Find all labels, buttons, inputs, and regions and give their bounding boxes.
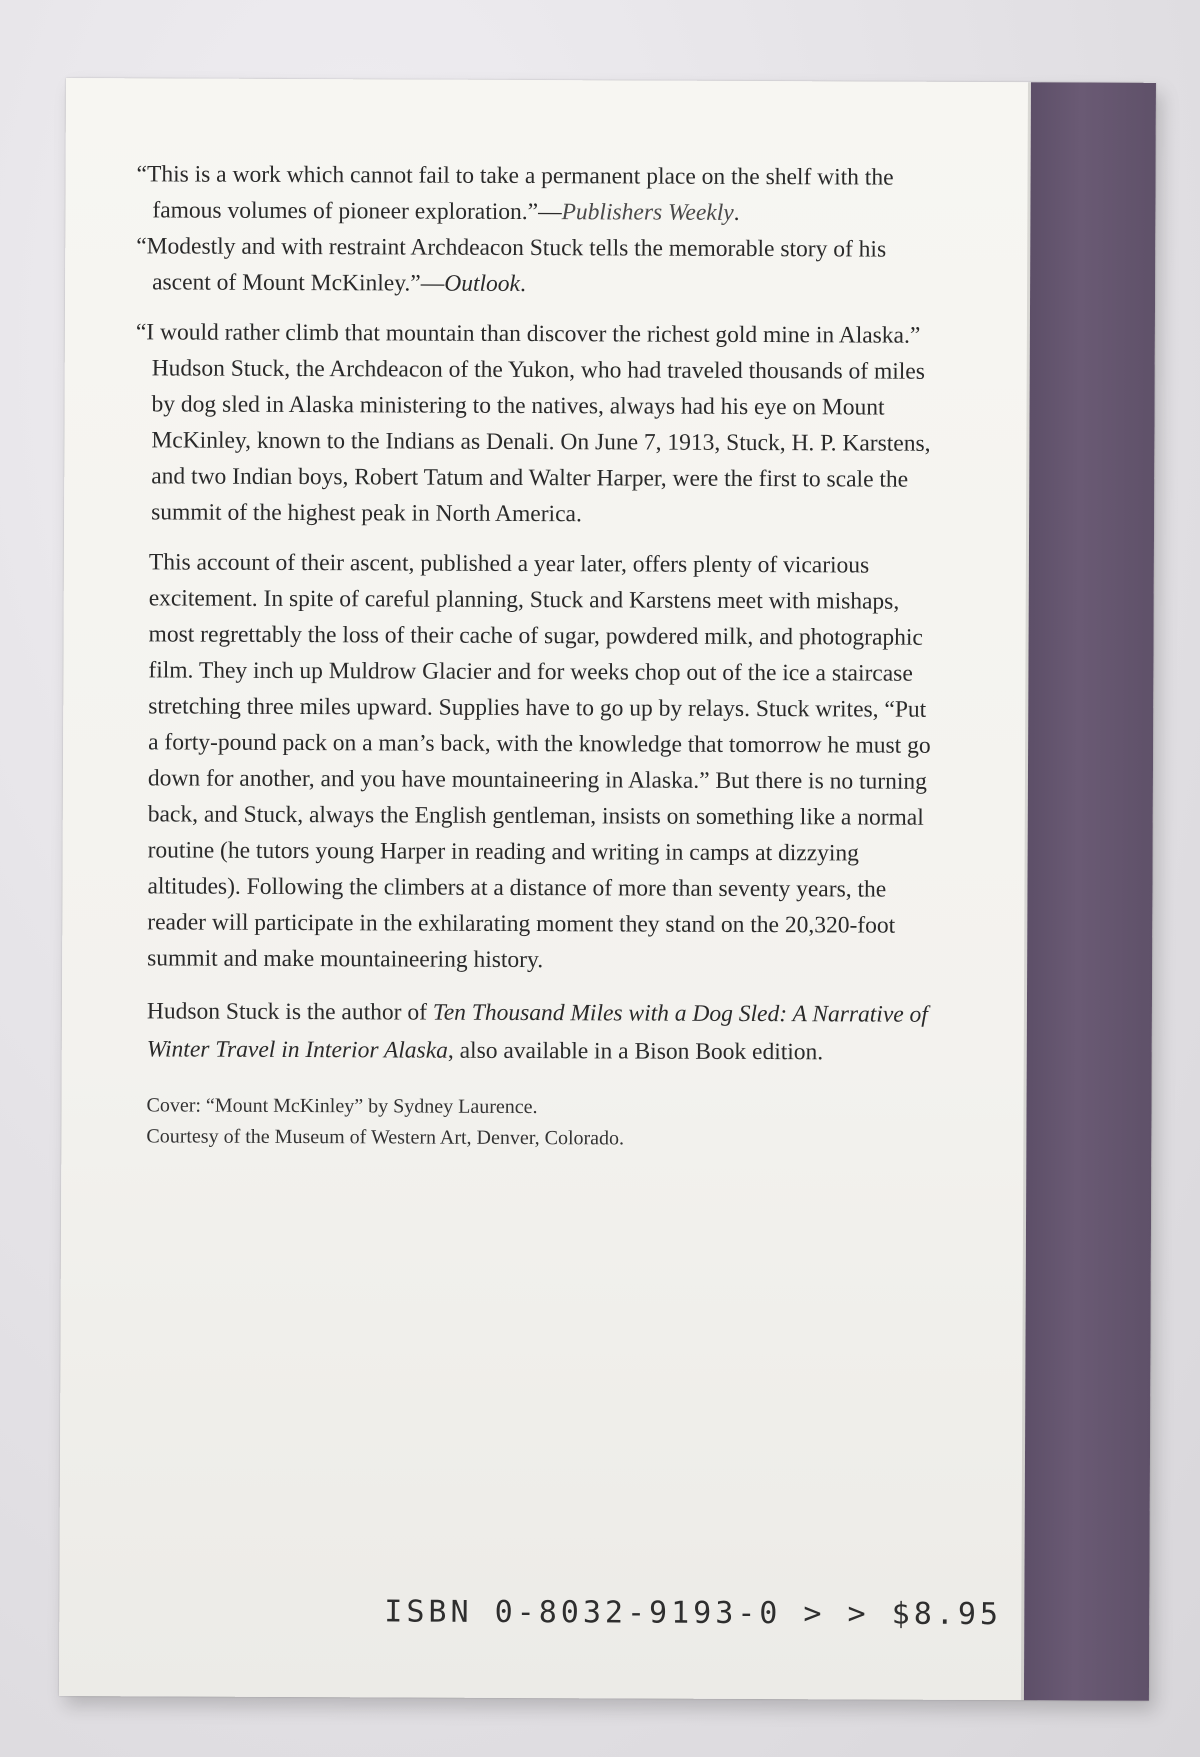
review-quote <box>136 156 940 232</box>
book-title: Ten Thousand Miles with a Dog Sled: A Narrative of Winter Travel in Interior Alaska <box>146 999 928 1064</box>
credit-line: Courtesy of the Museum of Western Art, Denver, Colorado. <box>146 1125 625 1150</box>
description-paragraph: This account of their ascent, published a year later, offers plenty of vicarious excitement. In spite of careful planning, Stuck and Karstens meet with mishaps, most regrettably the loss of their cache of sugar, powdered milk, and photographic film. They inch up Muldrow Glacier and for weeks chop out of the ice a staircase stretching three miles upward. Supplies have to go up by relays. Stuck writes, “Put a forty-pound pack on a man’s back, with the knowledge that tomorrow he must go down for another, and you have mountaineering in Alaska.” But there is no turning back, and Stuck, always the English gentleman, insists on something like a normal routine (he tutors young Harper in reading and writing in camps at dizzying altitudes). Following the climbers at a distance of more than seventy years, the reader will participate in the exhilarating moment they stand on the 20,320-foot summit and make mountaineering history. <box>147 549 931 974</box>
isbn-price-line: ISBN 0-8032-9193-0 > > $8.95 <box>384 1594 1003 1633</box>
credit-line: Cover: “Mount McKinley” by Sydney Laurence. <box>146 1094 538 1119</box>
author-note-suffix: , also available in a Bison Book edition. <box>447 1037 824 1066</box>
review-quote <box>136 228 940 304</box>
description-paragraph: “I would rather climb that mountain than discover the richest gold mine in Alaska.” Hudson Stuck, the Archdeacon of the Yukon, who had traveled thousands of miles by dog sled in Alaska ministering to the natives, always had his eye on Mount McKinley, known to the Indians as Denali. On June 7, 1913, Stuck, H. P. Karstens, and two Indian boys, Robert Tatum and Walter Harper, were the first to scale the summit of the highest peak in North America. <box>135 319 931 528</box>
quote-source: Outlook <box>444 270 521 297</box>
quote-text: “This is a work which cannot fail to take a permanent place on the shelf with the famous volumes of pioneer exploration.”— <box>136 161 894 226</box>
quote-text: “Modestly and with restraint Archdeacon Stuck tells the memorable story of his ascent of Mount McKinley.”— <box>136 233 887 297</box>
quote-end: . <box>519 270 526 298</box>
quote-source: Publishers Weekly <box>561 199 734 226</box>
author-note-prefix: Hudson Stuck is the author of <box>146 998 433 1026</box>
review-quotes <box>136 156 941 304</box>
quote-end: . <box>733 199 740 226</box>
cover-text <box>135 156 940 1155</box>
book-back-cover <box>59 78 1156 1701</box>
book-spine <box>1024 82 1156 1701</box>
cover-credits <box>146 1090 936 1155</box>
author-note <box>147 992 937 1071</box>
